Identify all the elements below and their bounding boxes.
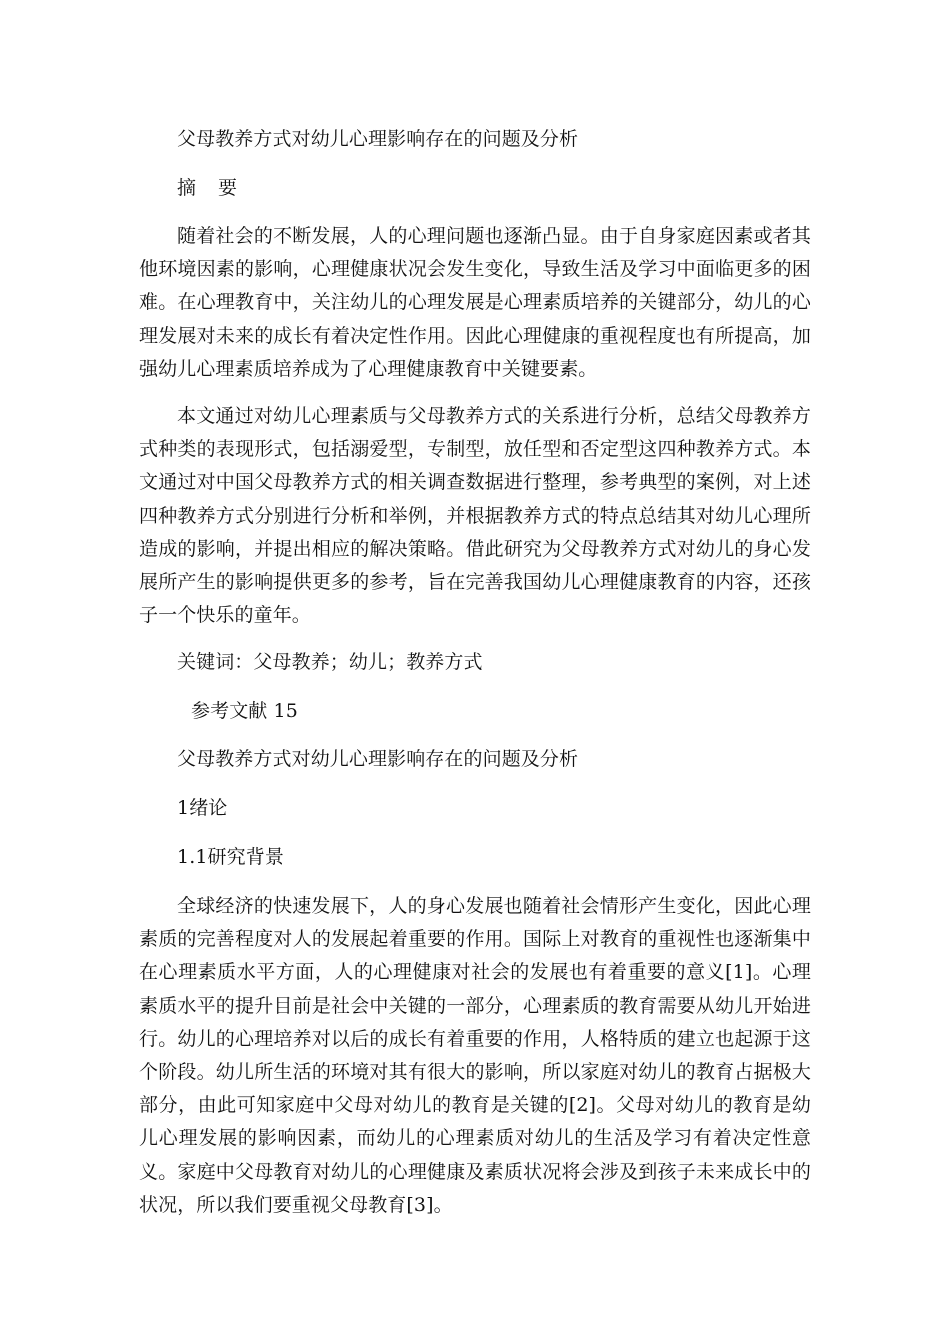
section-heading: 1.1研究背景	[177, 846, 284, 868]
abstract-paragraph-2: 本文通过对幼儿心理素质与父母教养方式的关系进行分析，总结父母教养方式种类的表现形式，包括溺爱型，专制型，放任型和否定型这四种教养方式。本文通过对中国父母教养方式的相关调查数据进行整理，参考典型的案例，对上述四种教养方式分别进行分析和举例，并根据教养方式的特点总结其对幼儿心理所造成的影响，并提出相应的解决策略。借此研究为父母教养方式对幼儿的身心发展所产生的影响提供更多的参考，旨在完善我国幼儿心理健康教育的内容，还孩子一个快乐的童年。	[139, 405, 811, 627]
body-paragraph: 全球经济的快速发展下，人的身心发展也随着社会情形产生变化，因此心理素质的完善程度对人的发展起着重要的作用。国际上对教育的重视性也逐渐集中在心理素质水平方面，人的心理健康对社会的发展也有着重要的意义[1]。心理素质水平的提升目前是社会中关键的一部分，心理素质的教育需要从幼儿开始进行。幼儿的心理培养对以后的成长有着重要的作用，人格特质的建立也起源于这个阶段。幼儿所生活的环境对其有很大的影响，所以家庭对幼儿的教育占据极大部分，由此可知家庭中父母对幼儿的教育是关键的[2]。父母对幼儿的教育是幼儿心理发展的影响因素，而幼儿的心理素质对幼儿的生活及学习有着决定性意义。家庭中父母教育对幼儿的心理健康及素质状况将会涉及到孩子未来成长中的状况，所以我们要重视父母教育[3]。	[139, 895, 811, 1216]
abstract-heading: 摘 要	[177, 177, 246, 199]
chapter-heading: 1绪论	[177, 797, 228, 819]
document-title: 父母教养方式对幼儿心理影响存在的问题及分析	[177, 128, 579, 150]
abstract-paragraph-1: 随着社会的不断发展，人的心理问题也逐渐凸显。由于自身家庭因素或者其他环境因素的影响，心理健康状况会发生变化，导致生活及学习中面临更多的困难。在心理教育中，关注幼儿的心理发展是心理素质培养的关键部分，幼儿的心理发展对未来的成长有着决定性作用。因此心理健康的重视程度也有所提高，加强幼儿心理素质培养成为了心理健康教育中关键要素。	[139, 225, 811, 380]
document-title-repeat: 父母教养方式对幼儿心理影响存在的问题及分析	[177, 748, 579, 770]
toc-entry-references: 参考文献 15	[191, 700, 298, 722]
keywords-line: 关键词：父母教养；幼儿；教养方式	[177, 651, 483, 673]
